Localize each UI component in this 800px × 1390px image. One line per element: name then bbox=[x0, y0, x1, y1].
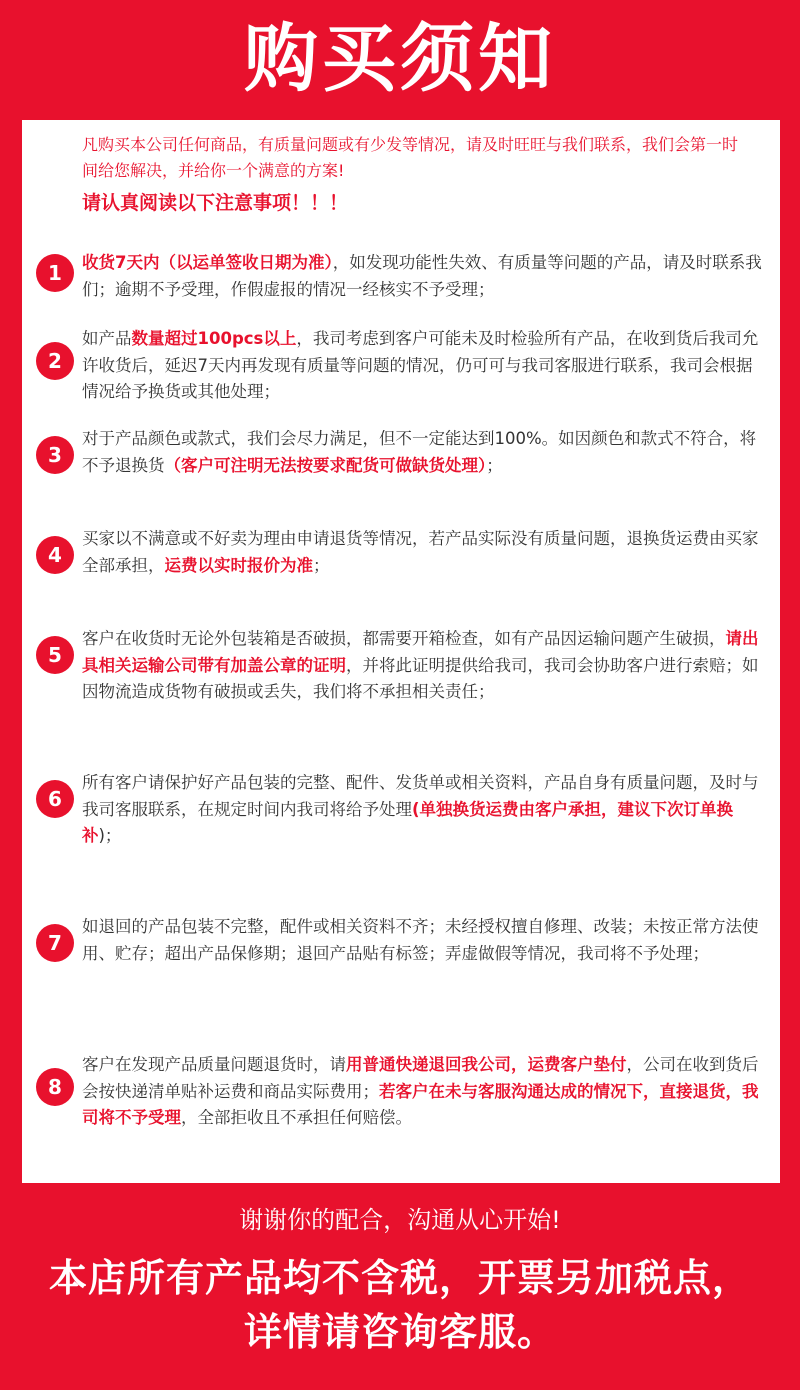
item-text-part: ； bbox=[313, 555, 330, 575]
item-highlight: 收货7天内（以运单签收日期为准） bbox=[82, 253, 333, 272]
item-text bbox=[82, 426, 766, 479]
tax-notice-line-1: 本店所有产品均不含税，开票另加税点， bbox=[48, 1256, 751, 1300]
item-text-part: ，并将此证明提供给我司，我司会协助客户进行索赔；如因物流造成货物有破损或丢失，我们将不承担相关责任； bbox=[82, 655, 759, 701]
page-title: 购买须知 bbox=[244, 16, 556, 102]
item-text-part: )； bbox=[98, 826, 122, 845]
item-highlight: 数量超过100pcs以上 bbox=[131, 329, 297, 348]
notice-heading: 请认真阅读以下注意事项！！！ bbox=[82, 192, 349, 214]
item-text bbox=[82, 1052, 766, 1132]
item-number-badge: 6 bbox=[36, 780, 74, 818]
item-text-part: ； bbox=[486, 455, 503, 475]
item-text-part: 所有客户请保护好产品包装的完整、配件、发货单或相关资料，产品自身有质量问题，及时与我司客服联系，在规定时间内我司将给予处理 bbox=[82, 773, 759, 819]
item-number-badge: 5 bbox=[36, 636, 74, 674]
item-number-badge: 2 bbox=[36, 342, 74, 380]
item-text-part: 对于产品颜色或款式，我们会尽力满足，但不一定能达到100%。如因颜色和款式不符合，将不予退换货 bbox=[82, 429, 757, 475]
item-text bbox=[82, 326, 766, 406]
item-text-part: ，公司在收到货后会按快递清单贴补运费和商品实际费用； bbox=[82, 1055, 759, 1101]
thanks-text: 谢谢你的配合，沟通从心开始! bbox=[239, 1206, 561, 1234]
item-text-part: 买家以不满意或不好卖为理由申请退货等情况，若产品实际没有质量问题，退换货运费由买家全部承担， bbox=[82, 529, 759, 575]
item-number-badge: 3 bbox=[36, 436, 74, 474]
item-text bbox=[82, 526, 766, 579]
item-number-badge: 4 bbox=[36, 536, 74, 574]
item-highlight: 用普通快递退回我公司，运费客户垫付 bbox=[346, 1055, 627, 1074]
item-text-part: 如产品 bbox=[82, 329, 132, 348]
item-text bbox=[82, 250, 766, 303]
notice-panel bbox=[22, 120, 780, 1183]
item-text-part: 客户在发现产品质量问题退货时，请 bbox=[82, 1055, 346, 1074]
item-highlight: 运费以实时报价为准 bbox=[164, 555, 313, 575]
item-text-part: ，如发现功能性失效、有质量等问题的产品，请及时联系我们；逾期不予受理，作假虚报的情况一经核实不予受理； bbox=[82, 253, 762, 299]
item-text bbox=[82, 626, 766, 706]
item-highlight: (单独换货运费由客户承担，建议下次订单换补 bbox=[82, 799, 734, 845]
item-highlight: 请出具相关运输公司带有加盖公章的证明 bbox=[82, 629, 759, 675]
item-text-part: ，全部拒收且不承担任何赔偿。 bbox=[181, 1108, 412, 1127]
item-text-part: 客户在收货时无论外包装箱是否破损，都需要开箱检查，如有产品因运输问题产生破损， bbox=[82, 629, 726, 648]
item-text bbox=[82, 770, 766, 850]
item-number-badge: 1 bbox=[36, 254, 74, 292]
item-number-badge: 7 bbox=[36, 924, 74, 962]
item-highlight: 若客户在未与客服沟通达成的情况下，直接退货，我司将不予受理 bbox=[82, 1081, 759, 1127]
item-text-part: 如退回的产品包装不完整，配件或相关资料不齐；未经授权擅自修理、改装；未按正常方法使用、贮存；超出产品保修期；退回产品贴有标签；弄虚做假等情况，我司将不予处理； bbox=[82, 917, 759, 963]
item-number-badge: 8 bbox=[36, 1068, 74, 1106]
item-text bbox=[82, 914, 766, 967]
item-text-part: ，我司考虑到客户可能未及时检验所有产品，在收到货后我司允许收货后，延迟7天内再发现有质量等问题的情况，仍可可与我司客服进行联系，我司会根据情况给予换货或其他处理； bbox=[82, 329, 759, 401]
intro-text: 凡购买本公司任何商品，有质量问题或有少发等情况，请及时旺旺与我们联系，我们会第一时间给您解决，并给你一个满意的方案! bbox=[82, 135, 739, 180]
tax-notice-line-2: 详情请咨询客服。 bbox=[243, 1310, 556, 1354]
item-highlight: （客户可注明无法按要求配货可做缺货处理） bbox=[164, 455, 487, 475]
